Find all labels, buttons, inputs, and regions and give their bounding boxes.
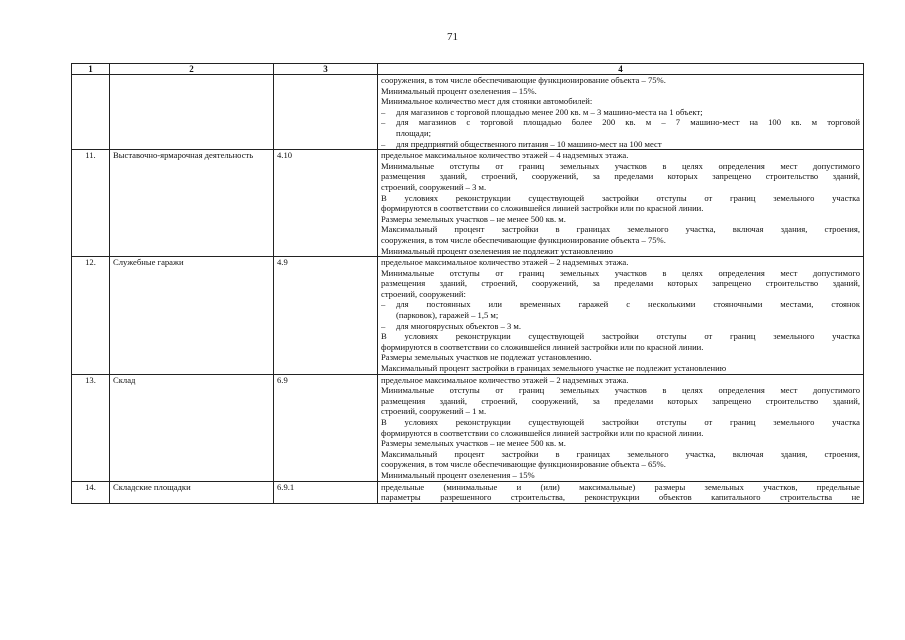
use-type-cell: Служебные гаражи	[110, 257, 274, 375]
page-number: 71	[447, 31, 458, 43]
parameter-line: Размеры земельных участков – не менее 500 кв. м.	[381, 213, 566, 224]
parameter-line: строений, сооружений:	[381, 288, 466, 299]
use-type-cell: Выставочно-ярмарочная деятельность	[110, 150, 274, 257]
row-number-cell	[72, 75, 110, 150]
parameter-line: Размеры земельных участков не подлежат установлению.	[381, 352, 592, 363]
parameter-line: предельное максимальное количество этажей – 4 надземных этажа.	[381, 150, 629, 161]
use-code-cell: 4.10	[274, 150, 378, 257]
parameter-line: сооружения, в том числе обеспечивающие функционирование объекта – 75%.	[381, 234, 666, 245]
parameter-line: размещения зданий, строений, сооружений, за пределами которых запрещено строительство зданий,	[381, 278, 860, 289]
parameter-line: Минимальное количество мест для стоянки автомобилей:	[381, 96, 593, 107]
use-code-cell: 6.9.1	[274, 481, 378, 503]
parameters-cell	[378, 75, 864, 150]
parameter-line: В условиях реконструкции существующей застройки отступы от границ земельного участка	[381, 417, 860, 427]
parameter-line: предельные (минимальные и (или) максимальные) размеры земельных участков, предельные	[381, 481, 860, 492]
parameter-line: размещения зданий, строений, сооружений, за пределами которых запрещено строительство зданий,	[381, 171, 860, 182]
column-header: 4	[378, 64, 864, 75]
parameter-line: В условиях реконструкции существующей застройки отступы от границ земельного участка	[381, 192, 860, 203]
parameter-line-dash: – для магазинов с торговой площадью более 200 кв. м – 7 машино-мест на 100 кв. м торговой	[381, 117, 860, 128]
column-header: 3	[274, 64, 378, 75]
table-row	[72, 75, 864, 150]
use-code-cell: 6.9	[274, 374, 378, 481]
parameter-line: формируются в соответствии со сложившейся линией застройки или по красной линии.	[381, 341, 704, 352]
parameter-line: формируются в соответствии со сложившейся линией застройки или по красной линии.	[381, 203, 704, 214]
parameter-line: сооружения, в том числе обеспечивающие функционирование объекта – 65%.	[381, 459, 666, 470]
parameter-line: Минимальные отступы от границ земельных участков в целях определения мест допустимого	[381, 160, 860, 171]
parameter-line: Максимальный процент застройки в границах земельного участка, включая здания, строения,	[381, 224, 860, 235]
parameter-line: строений, сооружений – 3 м.	[381, 181, 487, 192]
parameter-line: Размеры земельных участков – не менее 500 кв. м.	[381, 438, 566, 449]
table-header-row	[72, 64, 864, 75]
parameter-line: Максимальный процент застройки в границах земельного участке не подлежит установлению	[381, 363, 727, 374]
row-number-cell: 11.	[72, 150, 110, 257]
parameter-line: Максимальный процент застройки в границах земельного участка, включая здания, строения,	[381, 448, 860, 459]
parameter-line: Минимальные отступы от границ земельных участков в целях определения мест допустимого	[381, 267, 860, 278]
parameter-line: параметры разрешенного строительства, реконструкции объектов капитального строительства не	[381, 492, 860, 503]
parameter-line: сооружения, в том числе обеспечивающие функционирование объекта – 75%.	[381, 75, 666, 85]
use-code-cell	[274, 75, 378, 150]
parameter-line: строений, сооружений – 1 м.	[381, 406, 487, 417]
parameter-line-dash: – для постоянных или временных гаражей с несколькими стояночными местами, стоянок	[381, 299, 860, 310]
parameters-cell	[378, 374, 864, 481]
use-type-cell: Склад	[110, 374, 274, 481]
parameter-line: формируются в соответствии со сложившейся линией застройки или по красной линии.	[381, 427, 704, 438]
parameter-line: Минимальные отступы от границ земельных участков в целях определения мест допустимого	[381, 385, 860, 396]
use-type-cell	[110, 75, 274, 150]
parameter-line: предельное максимальное количество этажей – 2 надземных этажа.	[381, 257, 629, 268]
parameters-cell	[378, 257, 864, 375]
parameter-line-dash: – для магазинов с торговой площадью менее 200 кв. м – 3 машино-места на 1 объект;	[381, 107, 860, 118]
table-row	[72, 374, 864, 481]
column-header: 1	[72, 64, 110, 75]
column-header: 2	[110, 64, 274, 75]
parameter-line: В условиях реконструкции существующей застройки отступы от границ земельного участка	[381, 331, 860, 342]
regulation-table	[71, 63, 864, 504]
parameter-line: Минимальный процент озеленения – 15%	[381, 469, 535, 480]
parameter-line-dash: – для предприятий общественного питания – 10 машино-мест на 100 мест	[381, 139, 860, 150]
use-type-cell: Складские площадки	[110, 481, 274, 503]
parameters-cell	[378, 481, 864, 503]
parameter-line: размещения зданий, строений, сооружений, за пределами которых запрещено строительство зданий,	[381, 395, 860, 406]
table-row	[72, 481, 864, 503]
parameter-line-dash: – для многоярусных объектов – 3 м.	[381, 321, 860, 332]
parameters-cell	[378, 150, 864, 257]
table-row	[72, 150, 864, 257]
parameter-line: Минимальный процент озеленения не подлежит установлению	[381, 245, 613, 256]
parameter-line: Минимальный процент озеленения – 15%.	[381, 85, 537, 96]
parameter-line: площади;	[396, 127, 431, 138]
table-row	[72, 257, 864, 375]
row-number-cell: 14.	[72, 481, 110, 503]
row-number-cell: 13.	[72, 374, 110, 481]
parameter-line: предельное максимальное количество этажей – 2 надземных этажа.	[381, 374, 629, 385]
parameter-line: (парковок), гаражей – 1,5 м;	[396, 310, 499, 321]
use-code-cell: 4.9	[274, 257, 378, 375]
row-number-cell: 12.	[72, 257, 110, 375]
